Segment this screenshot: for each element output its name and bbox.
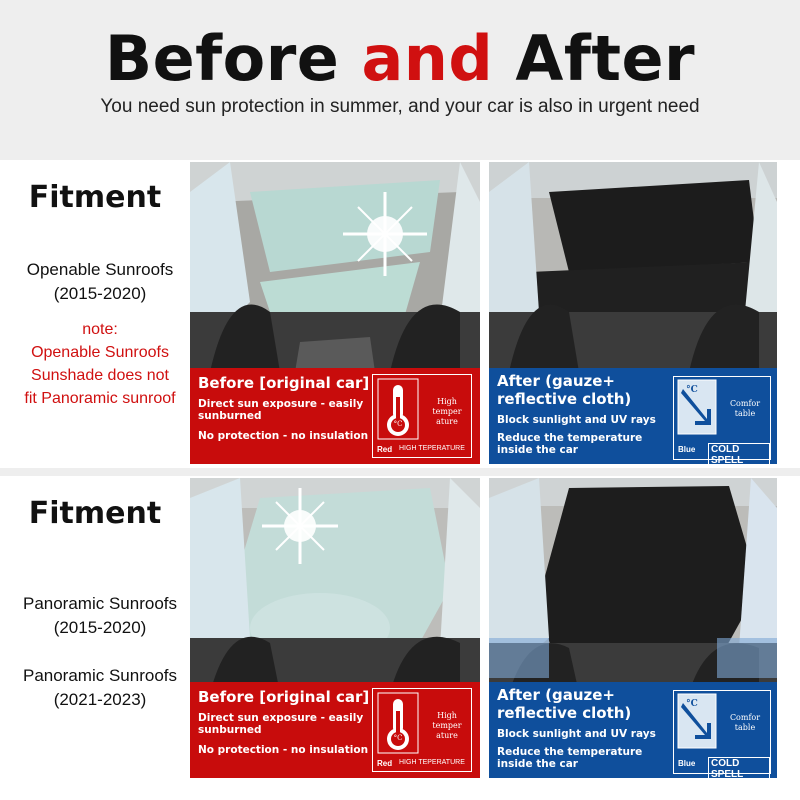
title-before: Before xyxy=(104,22,340,95)
after-line3-2: inside the car xyxy=(497,758,578,770)
before-line3: No protection - no insulation xyxy=(198,430,369,442)
after-badge-2 xyxy=(673,690,771,778)
before-line2: sunburned xyxy=(198,410,262,422)
after-title-line2: reflective cloth) xyxy=(497,390,632,408)
before-badge-text1: High xyxy=(437,397,457,406)
title-and: and xyxy=(361,22,494,95)
after-photo xyxy=(489,162,777,464)
before-badge-symbol-2: °C xyxy=(393,734,403,742)
model-line1: Openable Sunroofs xyxy=(26,260,174,279)
after-line3: inside the car xyxy=(497,444,578,456)
before-badge xyxy=(372,374,472,458)
after-line1: Block sunlight and UV rays xyxy=(497,414,656,426)
before-line1-2: Direct sun exposure - easily xyxy=(198,712,364,724)
before-band-2 xyxy=(190,682,480,778)
before-photo-2 xyxy=(190,478,480,778)
after-badge-symbol: °C xyxy=(686,385,698,395)
before-badge-text2: temper xyxy=(432,407,462,416)
page-title xyxy=(0,22,800,95)
after-title-line1-2: After (gauze+ xyxy=(497,686,615,704)
after-badge-text1: Comfor xyxy=(729,399,761,408)
before-strip-text: HIGH TEPERATURE xyxy=(399,445,465,452)
note-line3: Sunshade does not xyxy=(31,367,169,384)
thermometer-icon-2 xyxy=(376,691,420,755)
before-badge-symbol: °C xyxy=(393,420,403,428)
subtitle: You need sun protection in summer, and your car is also in urgent need xyxy=(100,96,700,117)
after-strip-text-2: COLD SPELL xyxy=(708,757,770,778)
before-title-2: Before [original car] xyxy=(198,688,370,706)
after-band xyxy=(489,368,777,464)
after-title-line2-2: reflective cloth) xyxy=(497,704,632,722)
after-strip-label-2: Blue xyxy=(678,759,696,768)
model1-line2: (2015-2020) xyxy=(53,618,147,637)
before-badge-text3-2: ature xyxy=(436,731,458,740)
title-after: After xyxy=(515,22,696,95)
fitment-info-2 xyxy=(0,476,190,800)
before-line1: Direct sun exposure - easily xyxy=(198,398,364,410)
after-badge-symbol-2: °C xyxy=(686,699,698,709)
note-line1: note: xyxy=(82,321,118,338)
fitment-info xyxy=(0,160,190,468)
fitment-title-2: Fitment xyxy=(28,496,162,531)
after-line1-2: Block sunlight and UV rays xyxy=(497,728,656,740)
after-badge-text1-2: Comfor xyxy=(729,713,761,722)
model2-line1: Panoramic Sunroofs xyxy=(22,666,178,685)
before-photo xyxy=(190,162,480,464)
after-strip-text: COLD SPELL xyxy=(708,443,770,464)
after-badge xyxy=(673,376,771,464)
before-line3-2: No protection - no insulation xyxy=(198,744,369,756)
before-band xyxy=(190,368,480,464)
before-badge-text3: ature xyxy=(436,417,458,426)
after-badge-text2: table xyxy=(734,409,756,418)
before-badge-text1-2: High xyxy=(437,711,457,720)
model-line2: (2015-2020) xyxy=(53,284,147,303)
fitment-title: Fitment xyxy=(28,180,162,215)
before-badge-2 xyxy=(372,688,472,772)
before-strip-text-2: HIGH TEPERATURE xyxy=(399,759,465,766)
after-line2: Reduce the temperature xyxy=(497,432,643,444)
note-line4: fit Panoramic sunroof xyxy=(24,390,176,407)
note-line2: Openable Sunroofs xyxy=(31,344,169,361)
model2-line2: (2021-2023) xyxy=(53,690,147,709)
after-photo-2 xyxy=(489,478,777,778)
model1-line1: Panoramic Sunroofs xyxy=(22,594,178,613)
thermometer-icon xyxy=(376,377,420,441)
before-line2-2: sunburned xyxy=(198,724,262,736)
after-line2-2: Reduce the temperature xyxy=(497,746,643,758)
section-panoramic xyxy=(0,476,800,800)
before-strip-label-2: Red xyxy=(377,759,393,768)
after-band-2 xyxy=(489,682,777,778)
after-strip-label: Blue xyxy=(678,445,696,454)
before-strip-label: Red xyxy=(377,445,393,454)
section-openable xyxy=(0,160,800,468)
before-title: Before [original car] xyxy=(198,374,370,392)
header xyxy=(0,0,800,160)
after-title-line1: After (gauze+ xyxy=(497,372,615,390)
before-badge-text2-2: temper xyxy=(432,721,462,730)
after-badge-text2-2: table xyxy=(734,723,756,732)
